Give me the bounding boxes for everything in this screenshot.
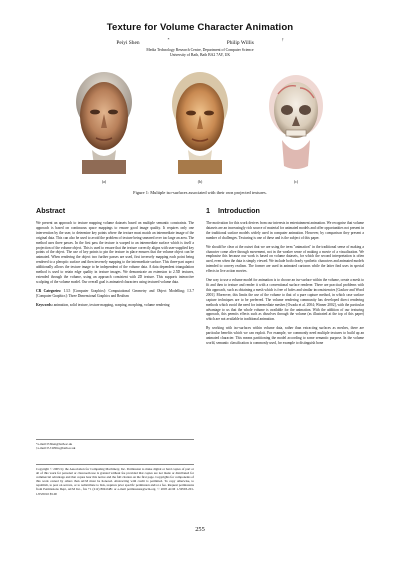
intro-paragraph: The motivation for this work derives from our interests in entertainment animation. We recognise that volume datasets are an increasingly rich source of material for animated models and offer opportunities not present in the traditional surface models widely used in computer animation. However, by comparison they present a number of challenges. Texturing is one of these and is the subject of this paper. [206, 221, 364, 240]
affiliation [0, 48, 400, 58]
abstract-heading: Abstract [36, 206, 66, 215]
cr-categories-text: I.3.5 [Computer Graphics]: Computational Geometry and Object Modelling; I.3.7 [Computer Graphics]: Three Dimensional Graphics and Realism [36, 288, 194, 298]
teaser-figure [64, 64, 336, 174]
footnote: *e-mail: P.Shen@bath.ac.uk [36, 442, 73, 446]
introduction-heading [206, 206, 364, 215]
section-number: 1 [206, 206, 210, 215]
author [102, 40, 183, 46]
affiliation-line: Media Technology Research Centre, Department of Computer Science [146, 48, 254, 52]
subfigure-label: (b) [197, 180, 203, 184]
author-footnote-mark: † [281, 38, 284, 42]
affiliation-line: University of Bath, Bath BA2 7AY, UK [169, 53, 231, 57]
subfigure-label: (c) [293, 180, 299, 184]
copyright-notice: Copyright © 2005 by the Association for Computing Machinery, Inc. Permission to make digital or hard copies of part or all of this work for personal or classroom use is granted without fee provided that copies are not made or distributed for commercial advantage and that copies bear this notice and the full citation on the first page. Copyrights for components of this work owned by others than ACM must be honored. Abstracting with credit is permitted. To copy otherwise, to republish, to post on servers, or to redistribute to lists, requires prior specific permission and/or a fee. Request permissions from Permissions Dept, ACM Inc., fax +1 (212) 869-0481 or e-mail permissions@acm.org. © 2005 ACM 1-59593-201-1/05/0010 $5.00 [36, 464, 194, 496]
author-footnotes [36, 439, 194, 450]
abstract-text: We present an approach to texture mapping volume datasets based on multiple semantic constraints. The approach is based on continuous space mappings to ensure good image quality. It requires only one intervention by the user, to determine key points where the texture must match an intermediate image of the original data. This can also be used to avoid the problem of texture being smeared over too large an area. The method uses three passes. In the first pass the texture is warped to an intermediate surface which is itself a projection of the volume object. This is used to ensure that the texture correctly aligns with user-supplied key points of the object. The use of key points to pin the texture in place ensures that the volume object can be animated. When rendering the object two further passes are used, first inversely mapping each point being rendered to a pleroptic surface and then inversely mapping to the intermediate surface. This three-part aspect additionally allows the texture image to be independent of the volume data. A data dependent triangulation method is used to retain edge quality in texture images. We demonstrate an extension to 2.5D textures, extended through the volume, using an approach consistent with 2D texture. This supports interactive sculpting of the volume model. Our overall goal is animated characters using textured volume data. [36, 221, 194, 284]
keywords [36, 303, 194, 308]
textured-head-image [64, 64, 144, 174]
intro-paragraph: By working with iso-surfaces within volume data, rather than extracting surfaces as meshes, there are particular benefits which we can exploit. For example, we commonly need multiple textures to build up an animated character. This means partitioning the model according to some semantic purpose. In the volume world, semantic classification is commonly used, for example to distinguish bone [206, 326, 364, 345]
figure-panel-c [256, 64, 336, 174]
intro-paragraph: We should be clear at the outset that we are using the term "animation" in the traditional sense of making a character come alive through movement, not in the weaker sense of making a movie of a visualisation. We emphasise this because our work is based on volume datasets, for which the second interpretation is often used, even when the data is simply viewed. We include both clearly synthetic characters and animated models intended to convey realism. The former are used in animated cartoons while the latter find uses in special effects in live action movies. [206, 244, 364, 274]
author [213, 40, 298, 46]
subfigure-label: (a) [101, 180, 107, 184]
keywords-text: animation, solid texture, texture mapping, warping, morphing, volume rendering [53, 302, 170, 307]
figure-panel-b [160, 64, 240, 174]
page-number: 255 [195, 526, 205, 533]
keywords-label: Keywords: [36, 302, 53, 307]
author-list [0, 38, 400, 46]
left-column [36, 206, 194, 312]
right-column [206, 206, 364, 350]
footnote: †e-mail: P.J.Willis@bath.ac.uk [36, 446, 76, 451]
author-footnote-mark: * [167, 38, 170, 42]
author-name: Peiyi Shen [116, 39, 140, 46]
author-name: Philip Willis [226, 39, 254, 46]
cr-categories [36, 289, 194, 299]
figure-caption: Figure 1: Multiple iso-surfaces associated with their own projected textures. [133, 190, 267, 195]
section-title: Introduction [218, 206, 260, 215]
skull-dissolve-image [256, 64, 336, 174]
figure-panel-a [64, 64, 144, 174]
paper-title: Texture for Volume Character Animation [106, 22, 294, 33]
cr-categories-label: CR Categories: [36, 288, 62, 293]
intro-paragraph: One way to use a volume model for animation is to choose an iso-surface within the volume, create a mesh to fit and then to texture and render it with a conventional surface renderer. There are practical problems with this approach, such as obtaining a mesh which is free of holes and similar inconsistencies [Gaskov and Wood 2001]. Moreover, this limits the use of the volume to that of a pure capture method, in which case surface capture techniques are to be preferred. The volume rendering community has developed direct rendering methods which avoid the need for intermediate meshes [Owada et al. 2004; Winner 2002], with the particular advantage to us that the whole volume is available for the animation. With the addition of our texturing approach, this permits effects such as dissolves through the volume (as illustrated at the top of this paper) which are not available in traditional animation. [206, 278, 364, 322]
textured-head-image [160, 64, 240, 174]
